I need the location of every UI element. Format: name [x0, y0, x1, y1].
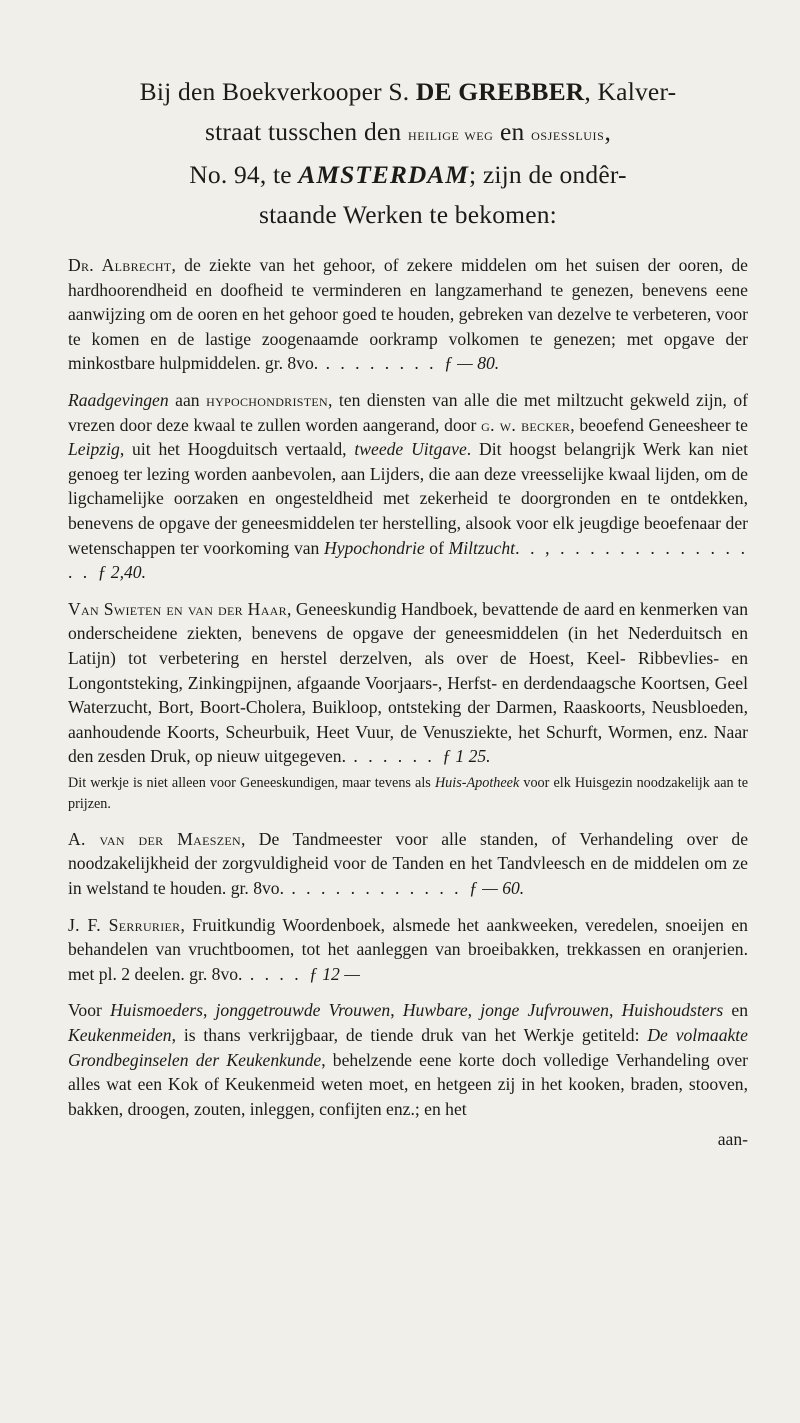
catchword: aan-: [717, 1129, 748, 1150]
entry-price: ƒ 2,40.: [97, 562, 146, 583]
book-entry-van-swieten: [68, 597, 748, 769]
entry-author: Van Swieten en van der Haar: [68, 598, 287, 619]
book-entry-maeszen: [68, 827, 748, 901]
entry-text: , De Tandmeester voor alle standen, of Verhandeling over de noodzakelijkheid der zorgvuldigheid voor de Tanden en het Tandvleesch en de middelen om ze in welstand te houden. gr. 8vo.: [68, 828, 748, 899]
book-entry-raadgevingen: Raadgevingen aan hypochondristen, ten diensten van alle die met miltzucht gekweld zijn, of vrezen door deze kwaal te zullen worden aangerand, door g. w. becker, beoefend Geneesheer te Leipzig, uit het Hoogduitsch vertaald, tweede Uitgave. Dit hoogst belangrijk Werk kan niet genoeg ter lezing worden aanbevolen, aan Lijders, die aan deze vreesselijke kwaal lijden, om de ligchamelijke oorzaken en ongesteldheid met zekerheid te doorgronden en te ontdekken, benevens de opgave der geneesmiddelen ter herstelling, alsook voor elk jeugdige beoefenaar der wetenschappen ter voorkoming van Hypochondrie of Miltzucht. . , . . . . . . . . . . . . . . . ƒ 2,40.: [68, 389, 748, 583]
city-name: AMSTERDAM: [298, 160, 469, 189]
entry-text: , Geneeskundig Handboek, bevattende de aard en kenmerken van onderscheidene ziekten, benevens de opgave der geneesmiddelen (in het Nederduitsch en Latijn) tot verbetering en herstel derzelven, als over de Hoest, Keel- Ribbevlies- en Longontsteking, Zinkingpijnen, afgaande Voorjaars-, Herfst- en derdendaagsche Koortsen, Geel Waterzucht, Bort, Boort-Cholera, Buikloop, ontsteking der Darmen, Raaskoorts, Neusbloeden, aanhoudende Koorts, Scheurbuik, Heet Vuur, de Venusziekte, het Schurft, Wormen, enz. Naar den zesden Druk, op nieuw uitgegeven.: [68, 598, 748, 767]
entry-note-huis-apotheek: Dit werkje is niet alleen voor Geneeskundigen, maar tevens als Huis-Apotheek voor elk Huisgezin noodzakelijk aan te prijzen.: [68, 774, 748, 812]
heading-line-1: Bij den Boekverkooper S. DE GREBBER, Kalver-: [139, 77, 677, 106]
entry-price: ƒ — 60.: [468, 878, 525, 899]
heading-line-2: straat tusschen den heilige weg en osjessluis,: [204, 117, 612, 146]
leader-dots: . . . . . .: [346, 746, 443, 767]
heading-line-3: No. 94, te AMSTERDAM; zijn de ondêr-: [189, 160, 627, 189]
entry-author: A. van der Maeszen: [68, 828, 241, 849]
entry-author: Dr. Albrecht: [68, 255, 172, 275]
book-entry-serrurier: [68, 913, 748, 987]
leader-dots: . . . .: [242, 963, 310, 984]
leader-dots: . . . . . . . . . . . .: [283, 878, 469, 899]
entry-price: ƒ — 80.: [443, 353, 500, 374]
book-entry-albrecht: [68, 253, 748, 376]
entry-author: J. F. Serrurier: [68, 914, 181, 935]
book-entry-keukenkunde: Voor Huismoeders, jonggetrouwde Vrouwen, Huwbare, jonge Jufvrouwen, Huishoudsters en Keukenmeiden, is thans verkrijgbaar, de tiende druk van het Werkje getiteld: De volmaakte Grondbeginselen der Keukenkunde, behelzende eene korte doch volledige Verhandeling over alles wat een Kok of Keukenmeid weten moet, en hetgeen zij in het kooken, braden, stooven, bakken, droogen, zouten, inleggen, confijten enz.; en het: [68, 1000, 749, 1119]
bookseller-name: DE GREBBER: [415, 77, 585, 106]
leader-dots: . . . . . . . .: [318, 353, 444, 374]
entry-text: , de ziekte van het gehoor, of zekere middelen om het suisen der ooren, de hardhoorendheid en doofheid te verminderen en langzamerhand te genezen, benevens eene aanwijzing om de ooren en het gehoor goed te houden, gebreken van dezelve te verbeteren, voor te komen en de lastige zoogenaamde oorkramp volkomen te genezen; met opgave der minkostbare hulpmiddelen. gr. 8vo.: [68, 255, 748, 374]
entry-title: Raadgevingen: [68, 389, 169, 410]
advertisement-heading: [76, 72, 740, 235]
heading-line-4: staande Werken te bekomen:: [259, 200, 557, 229]
leader-dots: . . , . . . . . . . . . . . . . . .: [68, 537, 748, 583]
entry-text: , Fruitkundig Woordenboek, alsmede het aankweeken, veredelen, snoeijen en behandelen van vruchtboomen, tot het aanleggen van broeibakken, trekkassen en oranjerien. met pl. 2 deelen. gr. 8vo.: [68, 914, 748, 984]
entry-price: ƒ 12 —: [309, 963, 360, 984]
entry-price: ƒ 1 25.: [442, 746, 491, 767]
